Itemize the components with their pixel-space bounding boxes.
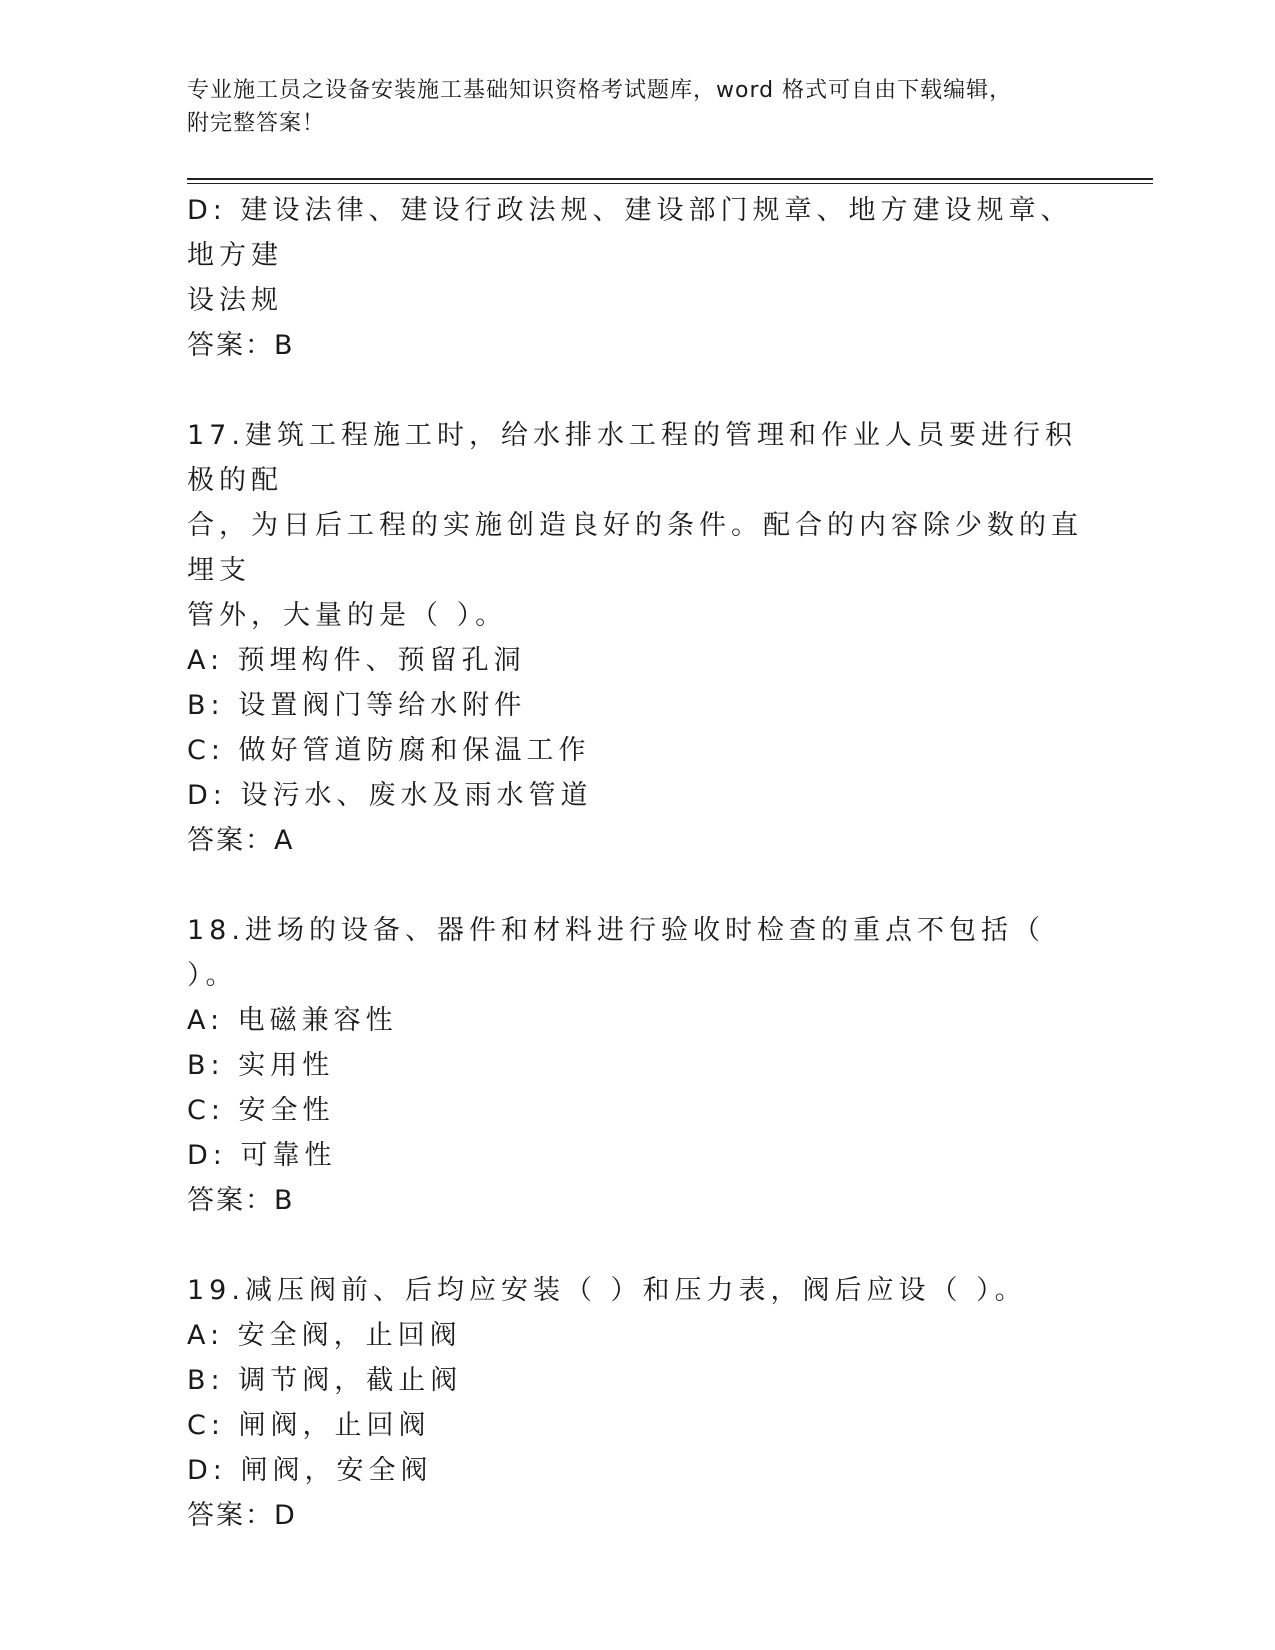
option-b: B: 调节阀，截止阀 [187,1365,463,1396]
option-d: D: 建设法律、建设行政法规、建设部门规章、地方建设规章、地方建 [187,195,1073,271]
option-c: C: 做好管道防腐和保温工作 [187,735,591,766]
option-c: C: 闸阀，止回阀 [187,1410,431,1441]
question-18 [187,908,1087,1223]
option-d: D: 设污水、废水及雨水管道 [187,780,593,811]
question-19 [187,1268,1087,1538]
continued-question [187,188,1087,368]
option-b: B: 设置阀门等给水附件 [187,690,527,721]
option-b: B: 实用性 [187,1050,335,1081]
header-line-1: 专业施工员之设备安装施工基础知识资格考试题库，word 格式可自由下载编辑， [187,78,1013,103]
question-content [187,188,1087,1538]
question-stem: 19.减压阀前、后均应安装（ ）和压力表，阀后应设（ ）。 [187,1275,1027,1306]
option-d: D: 闸阀，安全阀 [187,1455,433,1486]
spacer [187,1223,1087,1268]
answer-line: 答案：B [187,330,295,361]
answer-line: 答案：B [187,1185,295,1216]
question-17 [187,413,1087,863]
option-a: A: 预埋构件、预留孔洞 [187,645,526,676]
header-divider-thin [187,183,1153,184]
option-a: A: 安全阀，止回阀 [187,1320,462,1351]
header-line-2: 附完整答案！ [187,111,326,136]
question-stem: 合，为日后工程的实施创造良好的条件。配合的内容除少数的直埋支 [187,510,1083,586]
question-stem: 管外，大量的是（ ）。 [187,600,508,631]
spacer [187,863,1087,908]
question-stem: 18.进场的设备、器件和材料进行验收时检查的重点不包括（ ）。 [187,915,1059,991]
answer-line: 答案：A [187,825,295,856]
option-a: A: 电磁兼容性 [187,1005,398,1036]
document-header [187,74,1067,140]
option-c: C: 安全性 [187,1095,335,1126]
question-stem: 17.建筑工程施工时，给水排水工程的管理和作业人员要进行积极的配 [187,420,1077,496]
header-divider-thick [187,178,1153,180]
spacer [187,368,1087,413]
option-d: D: 可靠性 [187,1140,337,1171]
option-d-continued: 设法规 [187,285,283,316]
answer-line: 答案：D [187,1500,297,1531]
